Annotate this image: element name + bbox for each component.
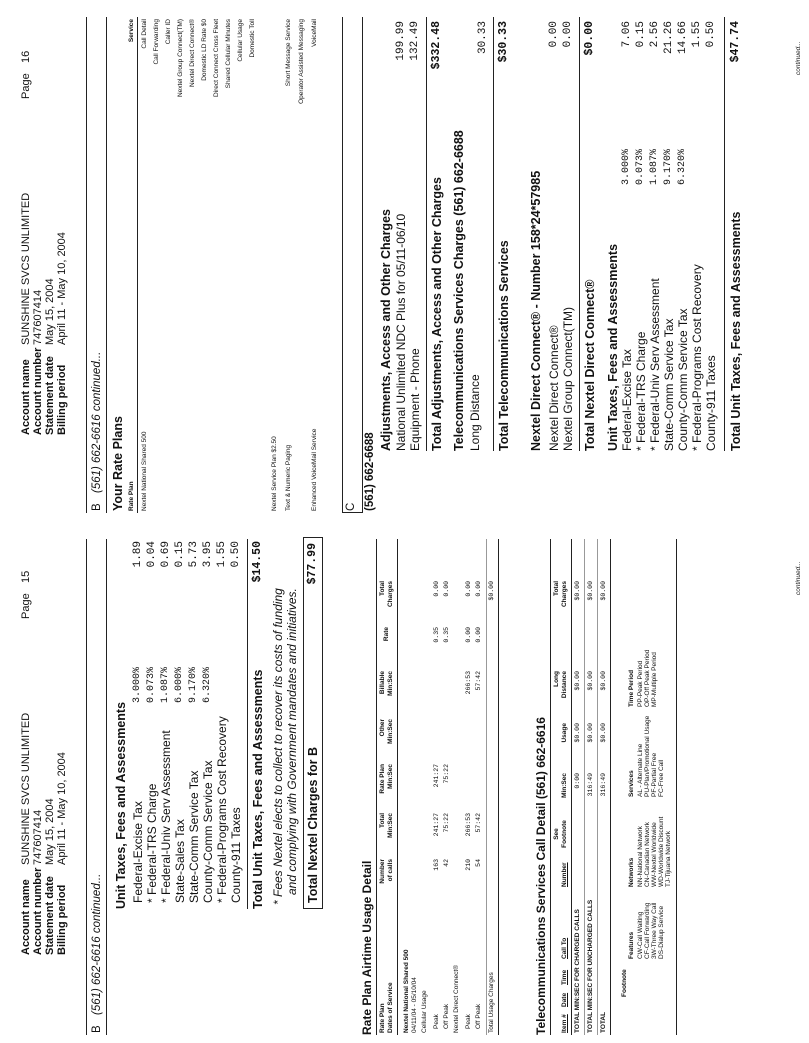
col-header-number-of-calls: Number of calls [379, 859, 394, 884]
table-rule [610, 539, 611, 1035]
tax-item-pct: 6.320% [677, 149, 688, 186]
col-header-time: Time [561, 969, 568, 985]
section-divider [362, 17, 363, 513]
tax-item-amount: 0.15 [174, 541, 186, 568]
service-item: VoiceMail [311, 19, 318, 47]
service-item: Nextel Group Connect(TM) [177, 19, 184, 98]
col-header-call-to: Call To [561, 937, 568, 959]
service-item: Domestic Toll [249, 19, 256, 58]
tax-item-amount: 5.73 [188, 541, 200, 568]
rate-plan-name: Text & Numeric Paging [285, 444, 292, 511]
adjustments-heading: Adjustments, Access and Other Charges [379, 209, 393, 451]
telecom-item-label: Long Distance [468, 374, 482, 451]
rate-plan-row-label: Nextel National Shared 500 [403, 949, 410, 1033]
total-divider [579, 17, 580, 451]
table-rule [486, 539, 487, 1035]
tax-item-amount: 2.56 [649, 21, 661, 48]
total-divider [724, 17, 725, 451]
service-item: Call Forwarding [153, 19, 160, 65]
rate-plan-rate: 0.00 [465, 627, 472, 643]
col-header-minsec: Min:Sec [561, 773, 568, 798]
tax-item-amount: 1.55 [691, 21, 703, 48]
section-divider [86, 539, 87, 1035]
tax-item-label: Federal-Excise Tax [131, 801, 145, 903]
account-name-label: Account name [20, 879, 32, 955]
feature-item: 3W-Three Way Call [651, 902, 658, 959]
network-item: WW-Nextel Worldwide [651, 822, 658, 887]
feature-item: CF-Call Forwarding [644, 902, 651, 959]
rate-plan-total-minsec: 75:22 [443, 813, 450, 833]
service-item: Direct Connect Cross Fleet [213, 19, 220, 98]
tax-item-pct: 3.000% [132, 667, 143, 704]
call-detail-title: Telecommunications Services Call Detail (561) 662-6616 [534, 717, 548, 1035]
rate-plan-calls: 210 [465, 859, 472, 871]
col-header-rate-plan-minsec: Rate Plan Min:Sec [379, 764, 394, 794]
tax-item-pct: 1.087% [160, 667, 171, 704]
service-item: Cellular Usage [237, 19, 244, 62]
service-item: Nextel Direct Connect® [189, 19, 196, 88]
your-rate-plans-heading: Your Rate Plans [111, 416, 125, 511]
tax-item-label: State-Comm Service Tax [187, 770, 201, 903]
table-rule [597, 539, 598, 1035]
networks-title: Networks [628, 857, 635, 887]
col-header-item: Item # [561, 1014, 568, 1033]
tax-item-pct: 0.073% [146, 667, 157, 704]
col-header-total-minsec: Total Min:Sec [379, 813, 394, 838]
continued-label: continued... [795, 561, 802, 595]
statement-page-16 [0, 0, 809, 521]
service-item: Shared Cellular Minutes [225, 19, 232, 89]
telecom-item-amount: 30.33 [477, 21, 489, 55]
telecom-total-label: Total Telecommunications Services [497, 240, 511, 451]
call-detail-usage: $0.00 [600, 723, 607, 743]
direct-connect-item-label: Nextel Group Connect(TM) [561, 306, 575, 451]
section-title: (561) 662-6616 continued... [91, 351, 103, 493]
rate-plan-total-minsec: 241:27 [433, 813, 440, 837]
direct-connect-total-amount: $0.00 [583, 21, 596, 56]
direct-connect-heading: Nextel Direct Connect® - Number 158*24*57985 [529, 170, 543, 451]
col-header-rate-plan: Rate Plan [128, 481, 135, 511]
col-header-rate-plan [379, 982, 395, 1033]
tax-item-pct: 9.170% [663, 149, 674, 186]
tax-item-label: * Federal-TRS Charge [634, 331, 648, 451]
tax-item-pct: 6.320% [202, 667, 213, 704]
rate-plan-total-minsec: 266:53 [465, 813, 472, 837]
account-name-value: SUNSHINE SVCS UNLIMITED [20, 192, 32, 345]
tax-item-label: * Federal-Univ Serv Assessment [159, 730, 173, 903]
account-number-value: 747607414 [32, 289, 44, 345]
tax-item-label: Federal-Excise Tax [620, 349, 634, 451]
account-number-label: Account number [32, 347, 44, 435]
network-item: WD-Worldwide Discount [658, 816, 665, 887]
rate-plan-total: 0.00 [465, 581, 472, 597]
col-header-date: Date [561, 992, 568, 1007]
billing-period-label: Billing period [56, 364, 68, 435]
tax-item-label: County-Comm Service Tax [201, 760, 215, 903]
tax-item-label: * Federal-Programs Cost Recovery [215, 716, 229, 903]
page-number: 16 [20, 50, 32, 63]
col-header-long-distance: Long Distance [553, 671, 568, 699]
statement-date-label: Statement date [44, 876, 56, 955]
tax-item-label: * Federal-Programs Cost Recovery [690, 264, 704, 451]
total-divider [493, 17, 494, 451]
tax-item-pct: 6.000% [174, 667, 185, 704]
page-label: Page [20, 593, 32, 619]
tax-item-amount: 0.50 [230, 541, 242, 568]
tax-item-amount: 0.04 [146, 541, 158, 568]
rate-plan-total: 0.00 [475, 581, 482, 597]
tax-item-amount: 0.50 [705, 21, 717, 48]
feature-item: DS-Dialup Service [658, 905, 665, 959]
page-label: Page [20, 73, 32, 99]
table-rule [550, 539, 551, 1035]
section-divider [106, 17, 107, 513]
tax-item-amount: 21.26 [663, 21, 675, 55]
telecom-heading: Telecommunications Services Charges (561) 662-6688 [452, 130, 466, 451]
col-header-total-charges: Total Charges [553, 581, 568, 608]
call-detail-total: $0.00 [574, 581, 581, 601]
rate-plan-billable: 57:42 [475, 671, 482, 691]
col-header-total-charges: Total Charges [379, 581, 394, 608]
statement-page-15 [0, 522, 809, 1043]
tax-item-label: * Federal-TRS Charge [145, 783, 159, 903]
network-item: NN-National Network [637, 825, 644, 887]
total-divider [426, 17, 427, 451]
rate-plan-row-label: Nextel Direct Connect® [453, 964, 460, 1033]
col-header-service: Service [128, 19, 135, 43]
section-letter: C [345, 502, 357, 511]
rate-plan-row-label: Peak [433, 1014, 440, 1029]
rate-plan-row-label: Off Peak [443, 1003, 450, 1029]
col-header-usage: Usage [561, 723, 568, 743]
tax-item-amount: 7.06 [621, 21, 633, 48]
rate-plan-total: 0.00 [443, 581, 450, 597]
col-header-rate-plan-text: Rate Plan Dates of Service [379, 982, 394, 1033]
rate-plan-calls: 163 [433, 859, 440, 871]
adjustments-total-label: Total Adjustments, Access and Other Charges [430, 177, 444, 451]
service-item: Domestic LD Rate $0 [201, 19, 208, 81]
tax-item-pct: 0.073% [635, 149, 646, 186]
tax-item-label: State-Comm Service Tax [662, 318, 676, 451]
statement-date-value: May 15, 2004 [44, 798, 56, 865]
rate-plan-row-label: Off Peak [475, 1003, 482, 1029]
tax-item-amount: 1.55 [216, 541, 228, 568]
section-letter: B [91, 503, 103, 511]
call-detail-minsec: 316:49 [600, 773, 607, 797]
rate-plan-billable: 266:53 [465, 671, 472, 695]
section-divider [342, 17, 343, 513]
tax-item-amount: 14.66 [677, 21, 689, 55]
time-period-title: Time Period [628, 669, 635, 707]
account-number-label: Account number [32, 867, 44, 955]
col-header-other-minsec: Other Min:Sec [379, 719, 394, 744]
total-divider [247, 539, 248, 909]
tax-item-amount: 0.15 [635, 21, 647, 48]
tax-item-label: * Federal-Univ Serv Assessment [648, 278, 662, 451]
rate-plan-name: Enhanced VoiceMail Service [311, 428, 318, 511]
rate-plan-rate: 0.35 [443, 627, 450, 643]
tax-item-amount: 0.69 [160, 541, 172, 568]
service-item: PF-Partial Free [651, 752, 658, 797]
section-phone-number: (561) 662-6688 [364, 432, 376, 511]
table-rule [584, 539, 585, 1035]
direct-connect-item-amount: 0.00 [562, 21, 574, 48]
page-number: 15 [20, 570, 32, 583]
account-name-label: Account name [20, 359, 32, 435]
rate-plan-name: Nextel Service Plan $2.50 [271, 436, 278, 511]
tax-item-pct: 9.170% [188, 667, 199, 704]
call-detail-total: $0.00 [600, 581, 607, 601]
continued-label: continued... [795, 41, 802, 75]
billing-period-value: April 11 - May 10, 2004 [56, 232, 68, 345]
account-number-value: 747607414 [32, 809, 44, 865]
adjustment-item-label: National Unlimited NDC Plus for 05/11-06/10 [394, 213, 408, 451]
rate-plan-row-label: Peak [465, 1014, 472, 1029]
adjustment-item-amount: 132.49 [409, 21, 421, 61]
call-detail-long-distance: $0.00 [574, 671, 581, 691]
tax-item-pct: 1.087% [649, 149, 660, 186]
col-header-rate: Rate [383, 627, 390, 642]
table-rule [676, 539, 677, 1035]
rate-plan-total: 0.00 [433, 581, 440, 597]
tax-item-label: State-Sales Tax [173, 819, 187, 903]
table-rule [498, 539, 499, 1035]
total-charges-amount: $77.99 [306, 543, 319, 585]
adjustments-total-amount: $332.48 [430, 21, 443, 70]
direct-connect-total-label: Total Nextel Direct Connect® [583, 279, 597, 451]
rate-plan-usage-title: Rate Plan Airtime Usage Detail [360, 860, 374, 1035]
table-rule [376, 539, 377, 1035]
call-detail-usage: $0.00 [587, 723, 594, 743]
call-detail-row-label: TOTAL [600, 1011, 607, 1033]
features-title: Features [628, 931, 635, 959]
statement-date-label: Statement date [44, 356, 56, 435]
unit-taxes-total-amount: $14.50 [251, 541, 264, 583]
time-period-item: MP-Multiple Period [651, 652, 658, 707]
table-rule [571, 539, 572, 1035]
tax-item-pct: 3.000% [621, 149, 632, 186]
rate-plan-minsec: 75:22 [443, 764, 450, 784]
tax-item-label: County-Comm Service Tax [676, 308, 690, 451]
time-period-item: OP-Off Peak Period [644, 649, 651, 707]
unit-taxes-total-label: Total Unit Taxes, Fees and Assessments [729, 211, 743, 451]
service-item: Caller ID [165, 19, 172, 45]
unit-taxes-total-amount: $47.74 [729, 21, 742, 63]
statement-date-value: May 15, 2004 [44, 278, 56, 345]
rate-plan-rate: 0.00 [475, 627, 482, 643]
account-name-value: SUNSHINE SVCS UNLIMITED [20, 712, 32, 865]
tax-item-amount: 3.95 [202, 541, 214, 568]
total-charges-label: Total Nextel Charges for B [306, 746, 320, 903]
service-item: FC-Free Call [658, 759, 665, 797]
rate-plan-rate: 0.35 [433, 627, 440, 643]
table-rule [137, 17, 138, 513]
unit-taxes-heading: Unit Taxes, Fees and Assessments [606, 243, 620, 451]
direct-connect-item-label: Nextel Direct Connect® [547, 325, 561, 451]
tax-item-label: County-911 Taxes [704, 355, 718, 451]
col-header-footnote: See Footnote [553, 820, 568, 848]
services-title: Services [628, 770, 635, 797]
rate-plan-name: Nextel National Shared 500 [141, 431, 148, 511]
service-item: PU-Plan/Promotional Usage [644, 715, 651, 797]
feature-item: CW-Call Waiting [637, 911, 644, 959]
billing-period-label: Billing period [56, 884, 68, 955]
rate-plan-calls: 54 [475, 859, 482, 867]
rate-plan-row-label: Cellular Usage [421, 990, 428, 1033]
adjustment-item-label: Equipment - Phone [408, 348, 422, 451]
call-detail-usage: $0.00 [574, 723, 581, 743]
service-item: AL - Alternate Line [637, 743, 644, 797]
network-item: TJ-Tijuana Network [665, 830, 672, 887]
time-period-item: PP-Peak Period [637, 660, 644, 707]
billing-period-value: April 11 - May 10, 2004 [56, 752, 68, 865]
section-letter: B [91, 1025, 103, 1033]
table-rule [397, 539, 398, 1035]
service-item: Operator Assisted Messaging [298, 19, 305, 104]
call-detail-long-distance: $0.00 [600, 671, 607, 691]
rate-plan-total-minsec: 57:42 [475, 813, 482, 833]
call-detail-long-distance: $0.00 [587, 671, 594, 691]
section-divider [106, 539, 107, 1035]
tax-item-label: County-911 Taxes [229, 807, 243, 903]
unit-taxes-total-label: Total Unit Taxes, Fees and Assessments [251, 669, 265, 909]
section-divider [86, 17, 87, 513]
rate-plan-minsec: 241:27 [433, 764, 440, 788]
rate-plan-calls: 42 [443, 859, 450, 867]
unit-taxes-heading: Unit Taxes, Fees and Assessments [114, 701, 128, 909]
rate-plan-row-label: Total Usage Charges [488, 972, 495, 1033]
rate-plan-total: $0.00 [488, 581, 495, 601]
col-header-billable-minsec: Billable Min:Sec [379, 671, 394, 696]
network-item: CN-Canadian Network [644, 821, 651, 887]
telecom-total-amount: $30.33 [497, 21, 510, 63]
call-detail-total: $0.00 [587, 581, 594, 601]
call-detail-minsec: 316:49 [587, 773, 594, 797]
call-detail-row-label: TOTAL MIN:SEC FOR UNCHARGED CALLS [587, 899, 594, 1033]
section-title: (561) 662-6616 continued... [91, 873, 103, 1015]
direct-connect-item-amount: 0.00 [548, 21, 560, 48]
col-header-number: Number [561, 862, 568, 887]
call-detail-minsec: 0:00 [574, 773, 581, 789]
service-item: Short Message Service [285, 19, 292, 87]
call-detail-row-label: TOTAL MIN:SEC FOR CHARGED CALLS [574, 909, 581, 1033]
fee-note-line1: * Fees Nextel elects to collect to recover its costs of funding [271, 588, 285, 905]
fee-note-line2: and complying with Government mandates and initiatives. [285, 588, 299, 895]
footnote-label: Footnote [621, 969, 628, 997]
tax-item-amount: 1.89 [132, 541, 144, 568]
service-item: Call Detail [141, 19, 148, 49]
adjustment-item-amount: 199.99 [395, 21, 407, 61]
section-divider [342, 512, 362, 513]
rate-plan-row-label: 04/11/04 - 05/10/04 [411, 977, 418, 1033]
